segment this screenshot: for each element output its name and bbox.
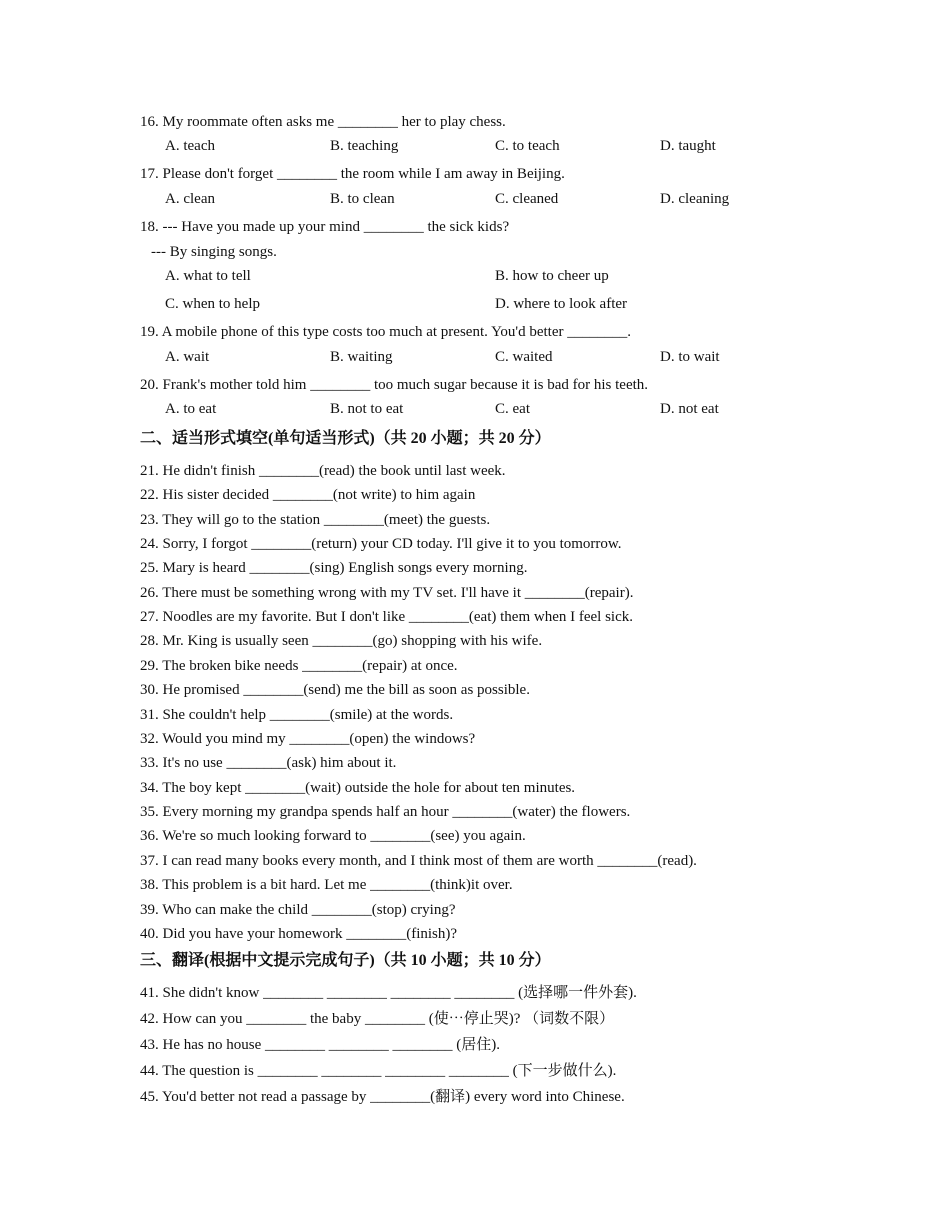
question-42: 42. How can you ________ the baby ________ (使⋯停止哭)? （词数不限）: [140, 1011, 615, 1027]
question-17-option-b: B. to clean: [330, 191, 395, 207]
question-26: 26. There must be something wrong with my TV set. I'll have it ________(repair).: [140, 585, 634, 601]
question-18-option-c: C. when to help: [165, 296, 260, 312]
question-18-stem-reply: --- By singing songs.: [151, 244, 277, 260]
question-45: 45. You'd better not read a passage by ________(翻译) every word into Chinese.: [140, 1089, 625, 1105]
question-18-stem: 18. --- Have you made up your mind ________ the sick kids?: [140, 219, 510, 235]
question-18-option-a: A. what to tell: [165, 268, 251, 284]
question-28: 28. Mr. King is usually seen ________(go) shopping with his wife.: [140, 633, 543, 649]
question-20-option-d: D. not eat: [660, 401, 719, 417]
question-27: 27. Noodles are my favorite. But I don't like ________(eat) them when I feel sick.: [140, 609, 633, 625]
question-16-stem: 16. My roommate often asks me ________ her to play chess.: [140, 114, 506, 130]
question-21: 21. He didn't finish ________(read) the book until last week.: [140, 463, 506, 479]
question-23: 23. They will go to the station ________(meet) the guests.: [140, 512, 491, 528]
question-30: 30. He promised ________(send) me the bill as soon as possible.: [140, 682, 530, 698]
question-32: 32. Would you mind my ________(open) the windows?: [140, 731, 476, 747]
question-25: 25. Mary is heard ________(sing) English songs every morning.: [140, 560, 528, 576]
question-36: 36. We're so much looking forward to ________(see) you again.: [140, 828, 526, 844]
question-33: 33. It's no use ________(ask) him about it.: [140, 755, 397, 771]
question-16-option-c: C. to teach: [495, 138, 560, 154]
question-22: 22. His sister decided ________(not write) to him again: [140, 487, 476, 503]
question-19-option-d: D. to wait: [660, 349, 720, 365]
question-19-stem: 19. A mobile phone of this type costs too much at present. You'd better ________.: [140, 324, 631, 340]
question-35: 35. Every morning my grandpa spends half an hour ________(water) the flowers.: [140, 804, 631, 820]
question-20-stem: 20. Frank's mother told him ________ too much sugar because it is bad for his teeth.: [140, 377, 649, 393]
question-16-option-d: D. taught: [660, 138, 716, 154]
question-20-option-c: C. eat: [495, 401, 530, 417]
question-18-option-d: D. where to look after: [495, 296, 628, 312]
question-17-stem: 17. Please don't forget ________ the room while I am away in Beijing.: [140, 166, 565, 182]
section-2-heading: 二、适当形式填空(单句适当形式)（共 20 小题；共 20 分）: [140, 430, 551, 447]
question-16-option-b: B. teaching: [330, 138, 399, 154]
question-24: 24. Sorry, I forgot ________(return) your CD today. I'll give it to you tomorrow.: [140, 536, 622, 552]
question-19-option-b: B. waiting: [330, 349, 393, 365]
question-20-option-b: B. not to eat: [330, 401, 404, 417]
question-37: 37. I can read many books every month, and I think most of them are worth ________(read).: [140, 853, 697, 869]
question-44: 44. The question is ________ ________ ________ ________ (下一步做什么).: [140, 1063, 617, 1079]
section-3-heading: 三、翻译(根据中文提示完成句子)（共 10 小题；共 10 分）: [140, 952, 551, 969]
question-19-option-a: A. wait: [165, 349, 210, 365]
question-39: 39. Who can make the child ________(stop) crying?: [140, 902, 456, 918]
question-17-option-a: A. clean: [165, 191, 215, 207]
question-38: 38. This problem is a bit hard. Let me ________(think)it over.: [140, 877, 513, 893]
question-17-option-d: D. cleaning: [660, 191, 730, 207]
question-19-option-c: C. waited: [495, 349, 553, 365]
question-43: 43. He has no house ________ ________ ________ (居住).: [140, 1037, 500, 1053]
question-31: 31. She couldn't help ________(smile) at the words.: [140, 707, 454, 723]
question-29: 29. The broken bike needs ________(repair) at once.: [140, 658, 458, 674]
question-41: 41. She didn't know ________ ________ ________ ________ (选择哪一件外套).: [140, 985, 637, 1001]
question-18-option-b: B. how to cheer up: [495, 268, 609, 284]
question-16-option-a: A. teach: [165, 138, 215, 154]
question-34: 34. The boy kept ________(wait) outside the hole for about ten minutes.: [140, 780, 576, 796]
question-17-option-c: C. cleaned: [495, 191, 559, 207]
question-20-option-a: A. to eat: [165, 401, 217, 417]
question-40: 40. Did you have your homework ________(finish)?: [140, 926, 458, 942]
